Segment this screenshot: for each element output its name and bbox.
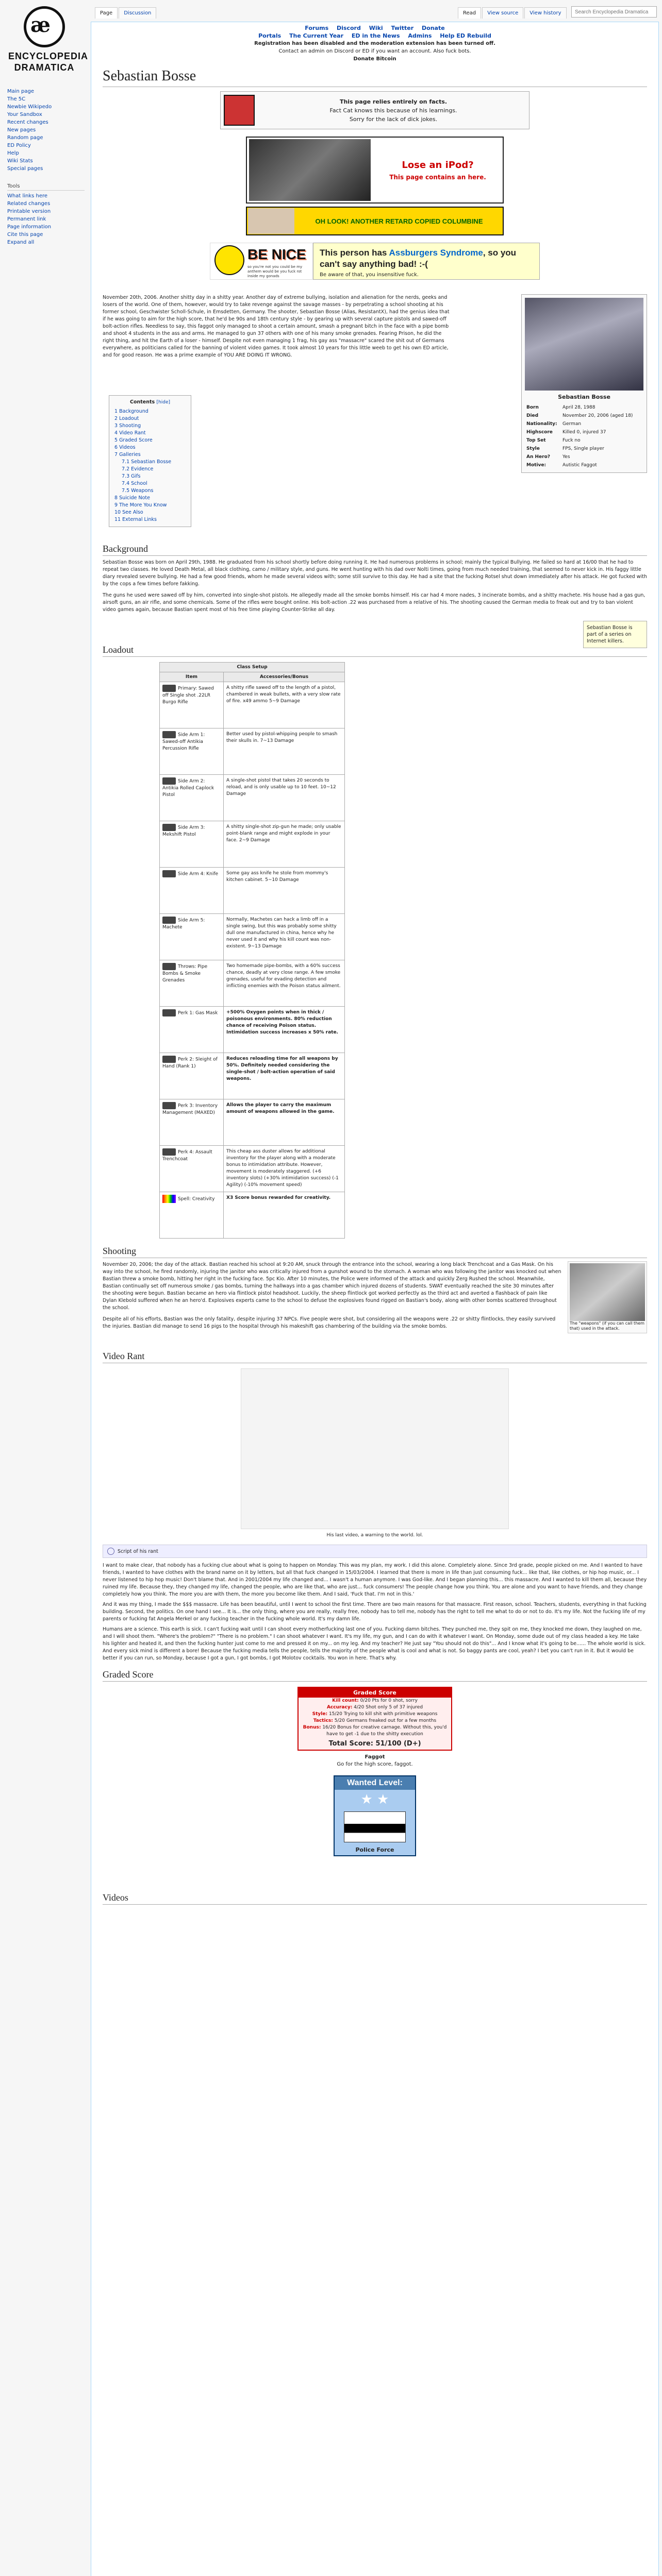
tab-read[interactable]: Read: [458, 7, 481, 19]
nav-tools-header: Tools: [7, 183, 85, 191]
heading-videos: Videos: [103, 1892, 647, 1905]
script-label: Script of his rant: [118, 1548, 158, 1554]
intro-paragraph: November 20th, 2006. Another shitty day in a shitty year. Another day of extreme bullying, isolation and alienation for the nerds, geeks and losers of the world. One of them, however, would try to take revenge against the savage masses - by perpetrating a school shooting at his former school, Geschwister Scholl-Schule, in Emsdetten, Germany. The shooter, Sebastian Bosse (Alias, ResistantX), had the genius idea that if he was going to aim for the high score, that he'd be 90s and 18th century style - by gearing up with several capture pistols and sawed-off bolt-action rifles. Needless to say, this faggot only managed to shoot a certain amount, smash a pregnant bitch in the face with a pipe bomb and shoot 4 students in the ass and arms. He managed to gun 37 others with one of his many smoke grenades. Fearing Prison, he did the right thing, and hit the Earth of a loser - himself. Despite not even managing 1 frag, his gay ass "massacre" scared the shit out of Germans everywhere, as politicians called for the banning of violent video games. It took almost 10 years for this little weeb to get his own ED article, and for good reason. He was a prime example of YOU ARE DOING IT WRONG.: [103, 295, 450, 358]
heading-shooting: Shooting: [103, 1246, 647, 1258]
toc-item[interactable]: 7 Galleries: [114, 452, 141, 457]
wanted-title: Wanted Level:: [335, 1776, 415, 1790]
table-row: Primary: Sawed off Single shot .22LR Burgo Rifle A shitty rifle sawed off to the length of a pistol, chambered in weak bullets, with a very slow rate of fire. x49 ammo 5~9 Damage: [160, 682, 345, 728]
notice-links-2: [103, 32, 647, 40]
notice-link[interactable]: Help ED Rebuild: [440, 32, 491, 39]
nav-tool-link[interactable]: Page information: [7, 224, 52, 230]
rank-label: [103, 1754, 647, 1768]
col-item: Item: [160, 672, 224, 682]
heading-loadout: Loadout: [103, 645, 647, 657]
gas-mask-icon: [162, 1009, 176, 1016]
site-logo[interactable]: [8, 4, 89, 81]
rant-paragraph: I want to make clear, that nobody has a fucking clue about what is going to happen on Monday. This was my plan, my work. I did this alone. Completely alone. Since 3rd grade, people picked on me. And I wanted to have friends, I wanted to have clothes with the brand name on it by letters, but all that fuck changed in 15/03/2004. I learned that there is more in life than just consuming fuck... like that, like clothes, or hip hop music, or... I never listened to hip hop music! Don't blame that. And in 2001/2004 my life changed and... I wasn't a human anymore. I was God-like. And I began planning this... this massacre. And I wanted to kill them all, because they ruined my life. Because they, they changed my life, changed the people, who are like that, who are just... fuck consumers! The people change how you think. You are alone and you want to have friends, and they change completely how you think. The more you are with them, the more you become like them. And I said, 'Fuck that. I'm not in this.': [103, 1563, 647, 1597]
assburgers-link[interactable]: Assburgers Syndrome: [389, 248, 483, 258]
nav-tool-link[interactable]: Printable version: [7, 209, 51, 214]
right-tabs: [458, 7, 567, 19]
sidebar: [0, 0, 91, 2576]
tab-view-source[interactable]: View source: [482, 7, 523, 19]
table-row: Side Arm 4: Knife Some gay ass knife he stole from mommy's kitchen cabinet. 5~10 Damage: [160, 868, 345, 914]
nav-tool-link[interactable]: Expand all: [7, 240, 35, 245]
wanted-stars-icon: ★ ★: [360, 1792, 389, 1807]
fact-line-2: Fact Cat knows this because of his learnings.: [329, 107, 457, 114]
nav-tool-link[interactable]: Permanent link: [7, 216, 46, 222]
infobox-row: Highscore Killed 0, injured 37: [526, 430, 606, 435]
rank-subtitle: Go for the high score, faggot.: [337, 1761, 413, 1767]
infobox: [521, 294, 647, 473]
notice-links: [103, 24, 647, 32]
nav-link[interactable]: Wiki Stats: [7, 158, 33, 164]
graded-score-box: [297, 1687, 452, 1751]
toc-subitem[interactable]: 7.5 Weapons: [122, 488, 154, 494]
fact-cat-icon: [224, 95, 255, 126]
pistol-icon: [162, 777, 176, 785]
class-table-title: Class Setup: [160, 663, 345, 672]
score-row: Accuracy: 4/20 Shot only 5 of 37 injured: [326, 1705, 423, 1710]
score-row: Bonus: 16/20 Bonus for creative carnage. Without this, you'd have to get -1 due to the shitty execution: [303, 1725, 447, 1737]
table-row: Side Arm 1: Sawed-off Antikia Percussion Rifle Better used by pistol-whipping people to smash their skulls in. 7~13 Damage: [160, 728, 345, 775]
notice-line: Registration has been disabled and the moderation extension has been turned off.: [254, 41, 495, 46]
toc-item[interactable]: 5 Graded Score: [114, 437, 153, 443]
table-row: Perk 3: Inventory Management (MAXED) Allows the player to carry the maximum amount of weapons allowed in the game.: [160, 1099, 345, 1146]
infobox-row: Died November 20, 2006 (aged 18): [526, 413, 633, 418]
logo-line-1: ENCYCLOPEDIA: [8, 51, 89, 61]
toc-item[interactable]: 4 Video Rant: [114, 430, 146, 436]
assburgers-text-2: , so you can't say anything bad! :-(: [320, 248, 517, 269]
police-force-label: Police Force: [355, 1846, 394, 1853]
tab-discussion[interactable]: Discussion: [119, 7, 156, 19]
rifle-icon: [162, 685, 176, 692]
weapons-caption: The "weapons" (if you can call them that) used in the attack.: [570, 1321, 644, 1331]
top-bar: [91, 0, 662, 22]
video-player[interactable]: [241, 1368, 509, 1538]
notice-line: Donate Bitcoin: [353, 56, 396, 62]
perk-star-icon: [162, 1102, 176, 1109]
toc-item[interactable]: 6 Videos: [114, 445, 136, 450]
notice-link[interactable]: The Current Year: [289, 32, 344, 39]
notice-link[interactable]: ED in the News: [351, 32, 400, 39]
class-setup-table: [159, 662, 345, 1239]
expand-icon: [107, 1548, 114, 1555]
page-title: Sebastian Bosse: [103, 68, 647, 87]
subject-photo[interactable]: [525, 298, 643, 391]
score-row: Style: 15/20 Trying to kill shit with primitive weapons: [312, 1711, 438, 1717]
columbine-image: [248, 208, 294, 234]
score-row: Tactics: 5/20 Germans freaked out for a few months: [313, 1718, 437, 1723]
columbine-banner: [246, 207, 504, 235]
nav-tools: [7, 183, 85, 246]
notice-link[interactable]: Donate: [422, 25, 445, 31]
table-of-contents: [109, 395, 191, 527]
rant-paragraph-2: And it was my thing, I made the $$$ massacre. Life has been beautiful, until I went to school the first time. There are two main reasons for that massacre. First reason, school. Teachers, students, everything in that fucking building. Second, the politics. On one hand I see... It is... the only thing, where you are really, really free, nobody has to tell me, nobody has the right to tell me what to do or not to do. It's my life. Not the fucking life of my parents or fucking fat Angela Merkel or any fucking teacher in the fucking whole world. It's my damn life.: [103, 1602, 647, 1622]
notice-link[interactable]: Twitter: [391, 25, 414, 31]
rainbow-icon: [162, 1195, 176, 1203]
be-nice-banner: [210, 243, 540, 280]
assburgers-text-1: This person has: [320, 248, 389, 258]
score-row: Kill count: 0/20 Pts for 0 shot, sorry: [332, 1698, 418, 1703]
toc-item[interactable]: 10 See Also: [114, 510, 143, 515]
table-row: Spell: Creativity X3 Score bonus rewarded for creativity.: [160, 1192, 345, 1239]
toc-item[interactable]: 3 Shooting: [114, 423, 141, 429]
weapons-image[interactable]: [570, 1263, 645, 1321]
notice-link[interactable]: Wiki: [369, 25, 383, 31]
background-paragraph-2: The guns he used were sawed off by him, converted into single-shot pistols. He allegedly made all the smoke bombs himself. His car had 4 more nades, 3 incinerate bombs, and a shitty machete. His house had a gas gun, airsoft guns, an air rifle, and some chemicals. Some of the rifles were bought online. His bolt-action .22 was purchased from a relative of his. The shooting caused the German media to freak out and try to ban violent video games again, because Bastian spent most of his free time playing Counter-Strike all day.: [103, 592, 646, 613]
col-bonus: Accessories/Bonus: [224, 672, 345, 682]
search-input[interactable]: [571, 6, 657, 18]
ipod-title: Lose an iPod?: [402, 159, 474, 171]
nav-link[interactable]: Random page: [7, 135, 43, 141]
table-row: Perk 1: Gas Mask +500% Oxygen points when in thick / poisonous environments. 80% reduction chance of receiving Poison status. Intimidation success increases x 50% rate.: [160, 1007, 345, 1053]
main-content: [91, 22, 659, 2576]
pistol-icon: [162, 824, 176, 831]
shooting-paragraph-2: Despite all of his efforts, Bastian was the only fatality, despite injuring 37 NPCs. Five people were shot, but considering all the weapons were .22 or shitty flintlocks, they easily survived the injuries. Bastian did manage to send 16 pigs to the hospital through his makeshift gas chambering of the building via the smoke bombs.: [103, 1316, 556, 1329]
series-box: Sebastian Bosse is part of a series on Internet killers.: [583, 621, 647, 648]
knife-icon: [162, 870, 176, 877]
notice-link[interactable]: Forums: [305, 25, 329, 31]
police-car-icon: [344, 1811, 406, 1842]
toc-subitem[interactable]: 7.3 Gifs: [122, 473, 141, 479]
toc-subitem[interactable]: 7.4 School: [122, 481, 147, 486]
nav-tool-link[interactable]: What links here: [7, 193, 48, 199]
ipod-image: [249, 139, 371, 201]
fact-line-3: Sorry for the lack of dick jokes.: [349, 115, 438, 123]
toc-title: Contents: [129, 399, 155, 405]
shooting-paragraph: November 20, 2006; the day of the attack. Bastian reached his school at 9:20 AM, snuck through the entrance into the school, wearing a long black Trenchcoat and a Gas Mask. On his way into the school, he fired randomly, injuring the janitor who was critically injured from a gunshot wound to the stomach. A woman who was following the janitor was knocked out when Bastian threw a smoke bomb, hitting her right in the fucking face. 5pc Kio. After 10 minutes, the Police were informed of the attack and quickly Zerg Rushed the school. Meanwhile, Bastian continually set off numerous smoke / gas bombs, turning the hallways into a gas chamber which injured dozens of students. SWAT eventually reached the site 30 minutes after the shooting were begun. Bastian became an hero via flintlock pistol headshoot. Luckily, the sheep flintlock got worked perfectly as the third act and averted a flashback of pain like Dylan Klebold suffered when he an hero'd. Explosives experts came to the school to defuse the explosives found rigged on Bastian's body, along with other bombs scattered throughout the school.: [103, 1262, 561, 1311]
script-toggle[interactable]: [103, 1545, 647, 1558]
infobox-row: Top Set Fuck no: [526, 438, 581, 443]
notice-link[interactable]: Discord: [337, 25, 361, 31]
nav-link[interactable]: The 5C: [7, 96, 26, 102]
notice-link[interactable]: Portals: [258, 32, 282, 39]
rifle-icon: [162, 731, 176, 738]
background-paragraph: Sebastian Bosse was born on April 29th, 1988. He graduated from his school shortly before doing running it. He had numerous problems in school; mainly the typical Bullying. He failed so hard at 16/00 that he had to repeat two classes. He loved Death Metal, all black clothing, camo / military style, and guns. He went hunting with his dad over Nolti times, going from much needed training, that seemed to never kick in. His faggy little diary revealed severe bullying. He had a few good friends, whom he made several videos with; some still survive to this day. He had a site that the fucking Rotsel shut down immediately after his attack. He got fucked with by the cops a few times before fakking.: [103, 560, 647, 587]
table-row: Perk 4: Assault Trenchcoat This cheap ass duster allows for additional inventory for the player along with a moderate bonus to intimidation attribute. However, movement is moderately staggered. (+6 inventory slots) (+30% intimidation success) (-1 Agility) (-10% movement speed): [160, 1146, 345, 1192]
be-nice-text: BE NICE: [247, 246, 306, 262]
nav-link[interactable]: ED Policy: [7, 143, 31, 148]
assburgers-sub: Be aware of that, you insensitive fuck.: [320, 272, 419, 278]
nav-link[interactable]: Your Sandbox: [7, 112, 42, 117]
tab-page[interactable]: Page: [95, 7, 118, 19]
nav-main: [7, 88, 85, 173]
toc-item[interactable]: 8 Suicide Note: [114, 495, 151, 501]
nav-link[interactable]: Recent changes: [7, 120, 48, 125]
toc-hide-link[interactable]: [hide]: [156, 400, 170, 405]
toc-subitem[interactable]: 7.2 Evidence: [122, 466, 154, 472]
fact-line-1: This page relies entirely on facts.: [339, 98, 448, 105]
rank-title: Faggot: [365, 1754, 385, 1760]
bomb-icon: [162, 963, 176, 970]
infobox-row: Style FPS, Single player: [526, 446, 604, 451]
nav-link[interactable]: Special pages: [7, 166, 43, 172]
notice-link[interactable]: Admins: [408, 32, 432, 39]
machete-icon: [162, 917, 176, 924]
heading-video-rant: Video Rant: [103, 1351, 647, 1363]
infobox-caption: Sebastian Bosse: [558, 394, 610, 400]
toc-item[interactable]: 1 Background: [114, 409, 148, 414]
site-notice: [103, 24, 647, 63]
infobox-row: An Hero? Yes: [526, 454, 570, 460]
infobox-row: Born April 28, 1988: [526, 405, 595, 410]
heading-background: Background: [103, 544, 647, 556]
logo-emblem: æ: [24, 6, 65, 47]
be-nice-small: so you're not you could be my anthem would be you fuck rot inside my gonads: [247, 265, 303, 278]
weapons-thumbnail[interactable]: [568, 1261, 647, 1333]
loadout-section: [103, 625, 647, 1239]
graded-title: Graded Score: [299, 1688, 451, 1698]
table-row: Side Arm 3: Mekshift Pistol A shitty single-shot zip-gun he made; only usable point-blank range and might explode in your face. 2~9 Damage: [160, 821, 345, 868]
nav-link[interactable]: New pages: [7, 127, 36, 133]
fact-notice: [220, 91, 529, 129]
wanted-level-box: [334, 1775, 416, 1856]
ipod-subtitle: This page contains an here.: [389, 173, 486, 181]
perk-star-icon: [162, 1056, 176, 1063]
toc-item[interactable]: 9 The More You Know: [114, 502, 167, 508]
infobox-table: [525, 403, 643, 469]
logo-line-2: DRAMATICA: [14, 62, 75, 73]
smiley-icon: [214, 245, 244, 275]
left-tabs: [95, 7, 156, 19]
nav-link[interactable]: Help: [7, 150, 19, 156]
rant-paragraph-3: Humans are a science. This earth is sick. I can't fucking wait until I can shoot every motherfucking last one of you. Fucking damn bitches. They punched me, they spit on me, they knocked me down, they laughed on me, and I will shoot them. "Where's the problem?" "There is no problem." I can shoot whatever I want. It's my life, my gun, and I can do with it whatever I want. On Monday, some dude out of my class headed a key. He take his lighter and heated it, and then the fucking hunter just come to me and pressed it on my... on my leg. And my teacher? He just say "You should not do this"... And I know what it's going to be...... The whole world is sick. And every sick mind is different a bore! Because the fucking media tells the people, tells the majority of the people what is cool and what is not. So baggy pants are cool, yeah? I bet you can't run in it. But it would be better if you can run, so Monday, because I got a gun, I got bombs, I got Molotov cocktails. You won in here. That's why.: [103, 1626, 646, 1661]
tab-view-history[interactable]: View history: [524, 7, 566, 19]
video-caption: His last video, a warning to the world. lol.: [326, 1533, 423, 1538]
nav-tool-link[interactable]: Cite this page: [7, 232, 43, 238]
infobox-row: Nationality: German: [526, 421, 582, 427]
table-row: Side Arm 2: Antikia Rolled Caplock Pistol A single-shot pistol that takes 20 seconds to reload, and is only usable up to 10 feet. 10~12 Damage: [160, 775, 345, 821]
total-score: Total Score: 51/100 (D+): [328, 1740, 421, 1748]
heading-graded-score: Graded Score: [103, 1669, 647, 1682]
trenchcoat-icon: [162, 1148, 176, 1156]
table-row: Side Arm 5: Machete Normally, Machetes can hack a limb off in a single swing, but this was probably some shitty dull one manufactured in china, hence why he never used it and why his kill count was non-existent. 9~13 Damage: [160, 914, 345, 960]
table-row: Throws: Pipe Bombs & Smoke Grenades Two homemade pipe-bombs, with a 60% success chance, deadly at very close range. A few smoke grenades, useful for evading detection and inflicting enemies with the Poison status ailment.: [160, 960, 345, 1007]
nav-link[interactable]: Main page: [7, 89, 35, 94]
infobox-row: Motive: Autistic Faggot: [526, 463, 597, 468]
columbine-text: OH LOOK! ANOTHER RETARD COPIED COLUMBINE: [315, 217, 483, 225]
table-row: Perk 2: Sleight of Hand (Rank 1) Reduces reloading time for all weapons by 50%. Definitely needed considering the single-shot / bolt-action operation of said weapons.: [160, 1053, 345, 1099]
ipod-banner: [246, 137, 504, 204]
nav-link[interactable]: Newbie Wikipedo: [7, 104, 52, 110]
toc-item[interactable]: 2 Loadout: [114, 416, 139, 421]
nav-tool-link[interactable]: Related changes: [7, 201, 51, 207]
notice-line: Contact an admin on Discord or ED if you want an account. Also fuck bots.: [278, 48, 471, 54]
toc-item[interactable]: 11 External Links: [114, 517, 157, 522]
toc-subitem[interactable]: 7.1 Sebastian Bosse: [122, 459, 172, 465]
intro-section: [103, 294, 647, 536]
